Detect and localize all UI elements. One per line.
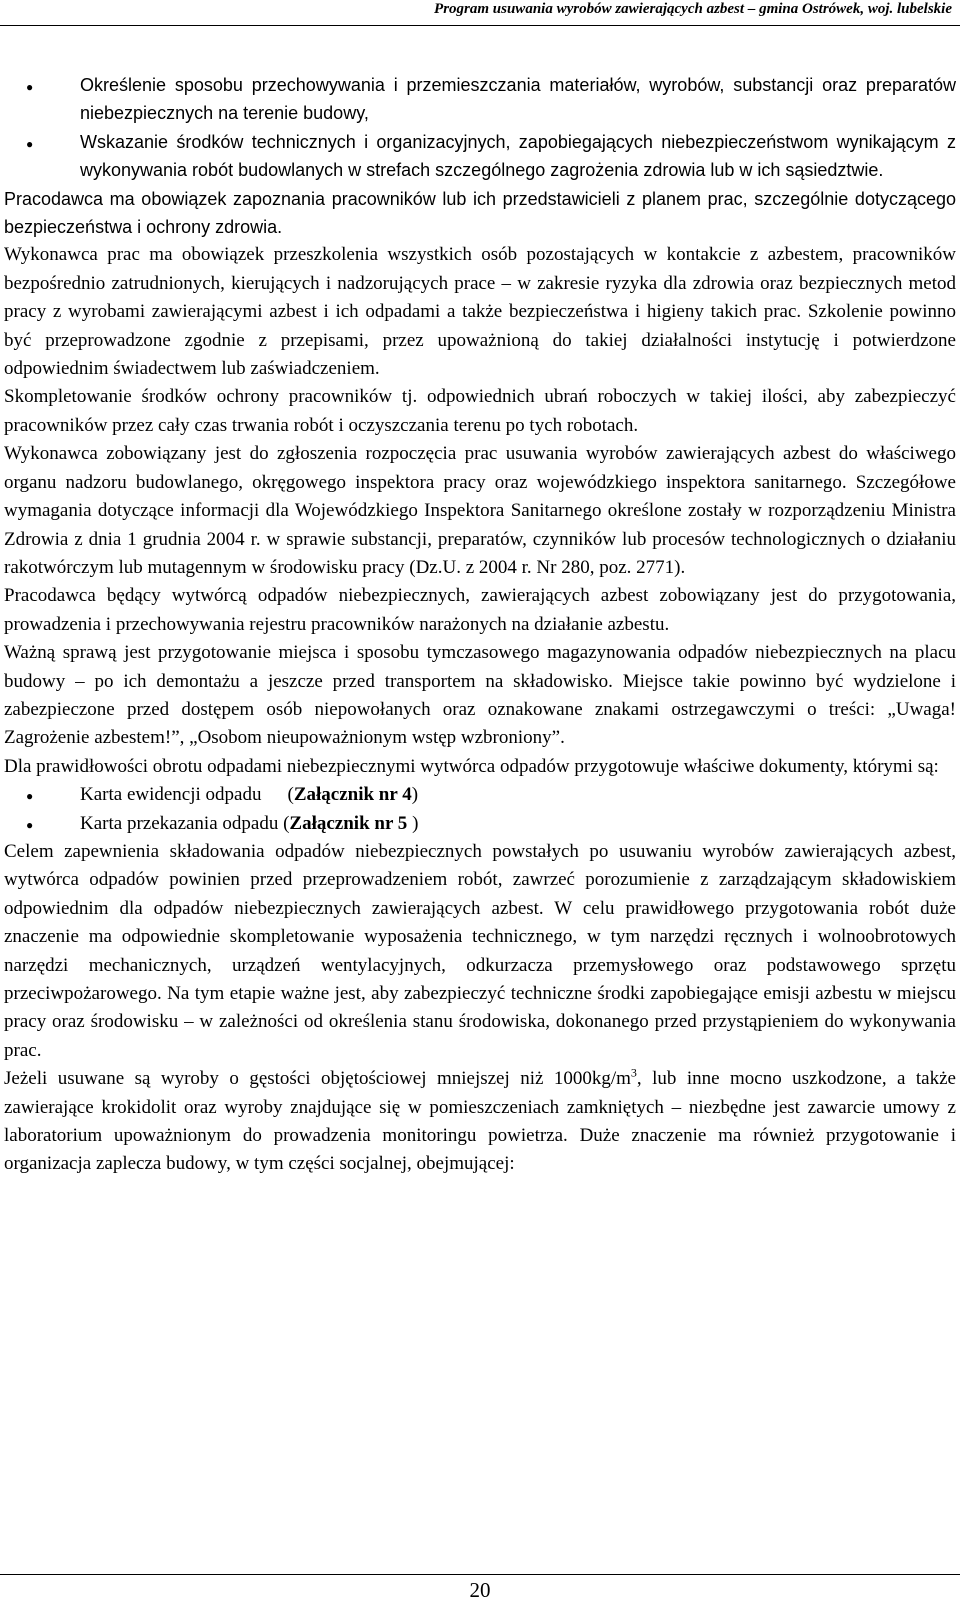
list-item: ● Określenie sposobu przechowywania i przemieszczania materiałów, wyrobów, substancji oraz preparatów niebezpiecznych na terenie budowy, [4, 71, 956, 128]
paragraph: Dla prawidłowości obrotu odpadami niebezpiecznymi wytwórca odpadów przygotowuje właściwe dokumenty, którymi są: [4, 755, 939, 777]
attachment-reference: Załącznik nr 4 [293, 784, 412, 806]
bullet-icon [26, 71, 33, 101]
header-title: Program usuwania wyrobów zawierających azbest – gmina Ostrówek, woj. lubelskie [434, 1, 952, 17]
paragraph: Jeżeli usuwane są wyroby o gęstości objętościowej mniejszej niż $1000kg/m^3$, lub inne mocno uszkodzone, a także zawierające krokidolit oraz wyroby znajdujące się w pomieszczeniach zamkniętych – niezbędne jest zawarcie umowy z laboratorium upoważnionym do prowadzenia monitoringu powietrza. Duże znaczenie ma również przygotowanie i organizacja zaplecza budowy, w tym części socjalnej, obejmującej: [4, 1065, 956, 1175]
paragraph: Pracodawca ma obowiązek zapoznania pracowników lub ich przedstawicieli z planem prac, szczególnie dotyczącego bezpieczeństwa i ochrony zdrowia. [4, 188, 956, 238]
paragraph: Ważną sprawą jest przygotowanie miejsca i sposobu tymczasowego magazynowania odpadów niebezpiecznych na placu budowy – po ich demontażu a jeszcze przed transportem na składowisko. Miejsce takie powinno być wydzielone i zabezpieczone przed dostępem osób niepowołanych oraz oznakowane znakami ostrzegawczymi o treści: „Uwaga! Zagrożenie azbestem!”, „Osobom nieupoważnionym wstęp wzbroniony”. [4, 642, 956, 749]
paragraph: Celem zapewnienia składowania odpadów niebezpiecznych powstałych po usuwaniu wyrobów zawierających azbest, wytwórca odpadów powinien przed przeprowadzeniem robót, zawrzeć porozumienie z zarządzającym składowiskiem odpowiednim dla odpadów niebezpiecznych zawierających azbest. W celu prawidłowego przygotowania robót duże znaczenie ma odpowiednie skompletowanie wyposażenia technicznego, w tym narzędzi ręcznych i wolnoobrotowych narzędzi mechanicznych, urządzeń wentylacyjnych, odkurzacza przemysłowego oraz podstawowego sprzętu przeciwpożarowego. Na tym etapie ważne jest, aby zabezpieczyć techniczne środki zapobiegające emisji azbestu w miejscu pracy oraz środowisku – w zależności od określenia stanu środowiska, dokonanego przed przystąpieniem do wykonywania prac. [4, 840, 956, 1061]
footer-divider [0, 1574, 960, 1575]
bullet-list-plan [4, 71, 956, 185]
page-header [0, 0, 960, 26]
list-item: ● Wskazanie środków technicznych i organizacyjnych, zapobiegających niebezpieczeństwom wynikającym z wykonywania robót budowlanych w strefach szczególnego zagrożenia zdrowia lub w ich sąsiedztwie. [4, 128, 956, 185]
bullet-icon [26, 810, 33, 839]
list-item: ● Karta ewidencji odpadu (Załącznik nr 4) [4, 781, 956, 809]
attachment-reference: Załącznik nr 5 [289, 812, 408, 834]
paragraph: Skompletowanie środków ochrony pracowników tj. odpowiednich ubrań roboczych w takiej ilości, aby zabezpieczyć pracowników przez cały czas trwania robót i oczyszczania terenu po tych robotach. [4, 386, 956, 436]
bullet-icon [26, 128, 33, 158]
list-item: ● Karta przekazania odpadu (Załącznik nr 5 ) [4, 810, 956, 838]
bullet-list-documents [4, 781, 956, 838]
paragraph: Pracodawca będący wytwórcą odpadów niebezpiecznych, zawierających azbest zobowiązany jest do przygotowania, prowadzenia i przechowywania rejestru pracowników narażonych na działanie azbestu. [4, 585, 956, 635]
bullet-icon [26, 781, 33, 810]
document-body [4, 71, 956, 1179]
page-number: 20 [469, 1578, 491, 1602]
paragraph: Wykonawca zobowiązany jest do zgłoszenia rozpoczęcia prac usuwania wyrobów zawierających azbest do właściwego organu nadzoru budowlanego, okręgowego inspektora pracy oraz wojewódzkiego inspektora sanitarnego. Szczegółowe wymagania dotyczące informacji dla Wojewódzkiego Inspektora Sanitarnego określone zostały w rozporządzeniu Ministra Zdrowia z dnia 1 grudnia 2004 r. w sprawie substancji, preparatów, czynników lub procesów technologicznych o działaniu rakotwórczym lub mutagennym w środowisku pracy (Dz.U. z 2004 r. Nr 280, poz. 2771). [4, 443, 956, 578]
paragraph: Wykonawca prac ma obowiązek przeszkolenia wszystkich osób pozostających w kontakcie z azbestem, pracowników bezpośrednio zatrudnionych, kierujących i nadzorujących prace – w zakresie ryzyka dla zdrowia oraz bezpiecznych metod pracy z wyrobami zawierającymi azbest i ich odpadami a także bezpieczeństwa i higieny takich prac. Szkolenie powinno być przeprowadzone zgodnie z przepisami, przez upoważnioną do takiej działalności instytucję i potwierdzone odpowiednim świadectwem lub zaświadczeniem. [4, 244, 956, 380]
